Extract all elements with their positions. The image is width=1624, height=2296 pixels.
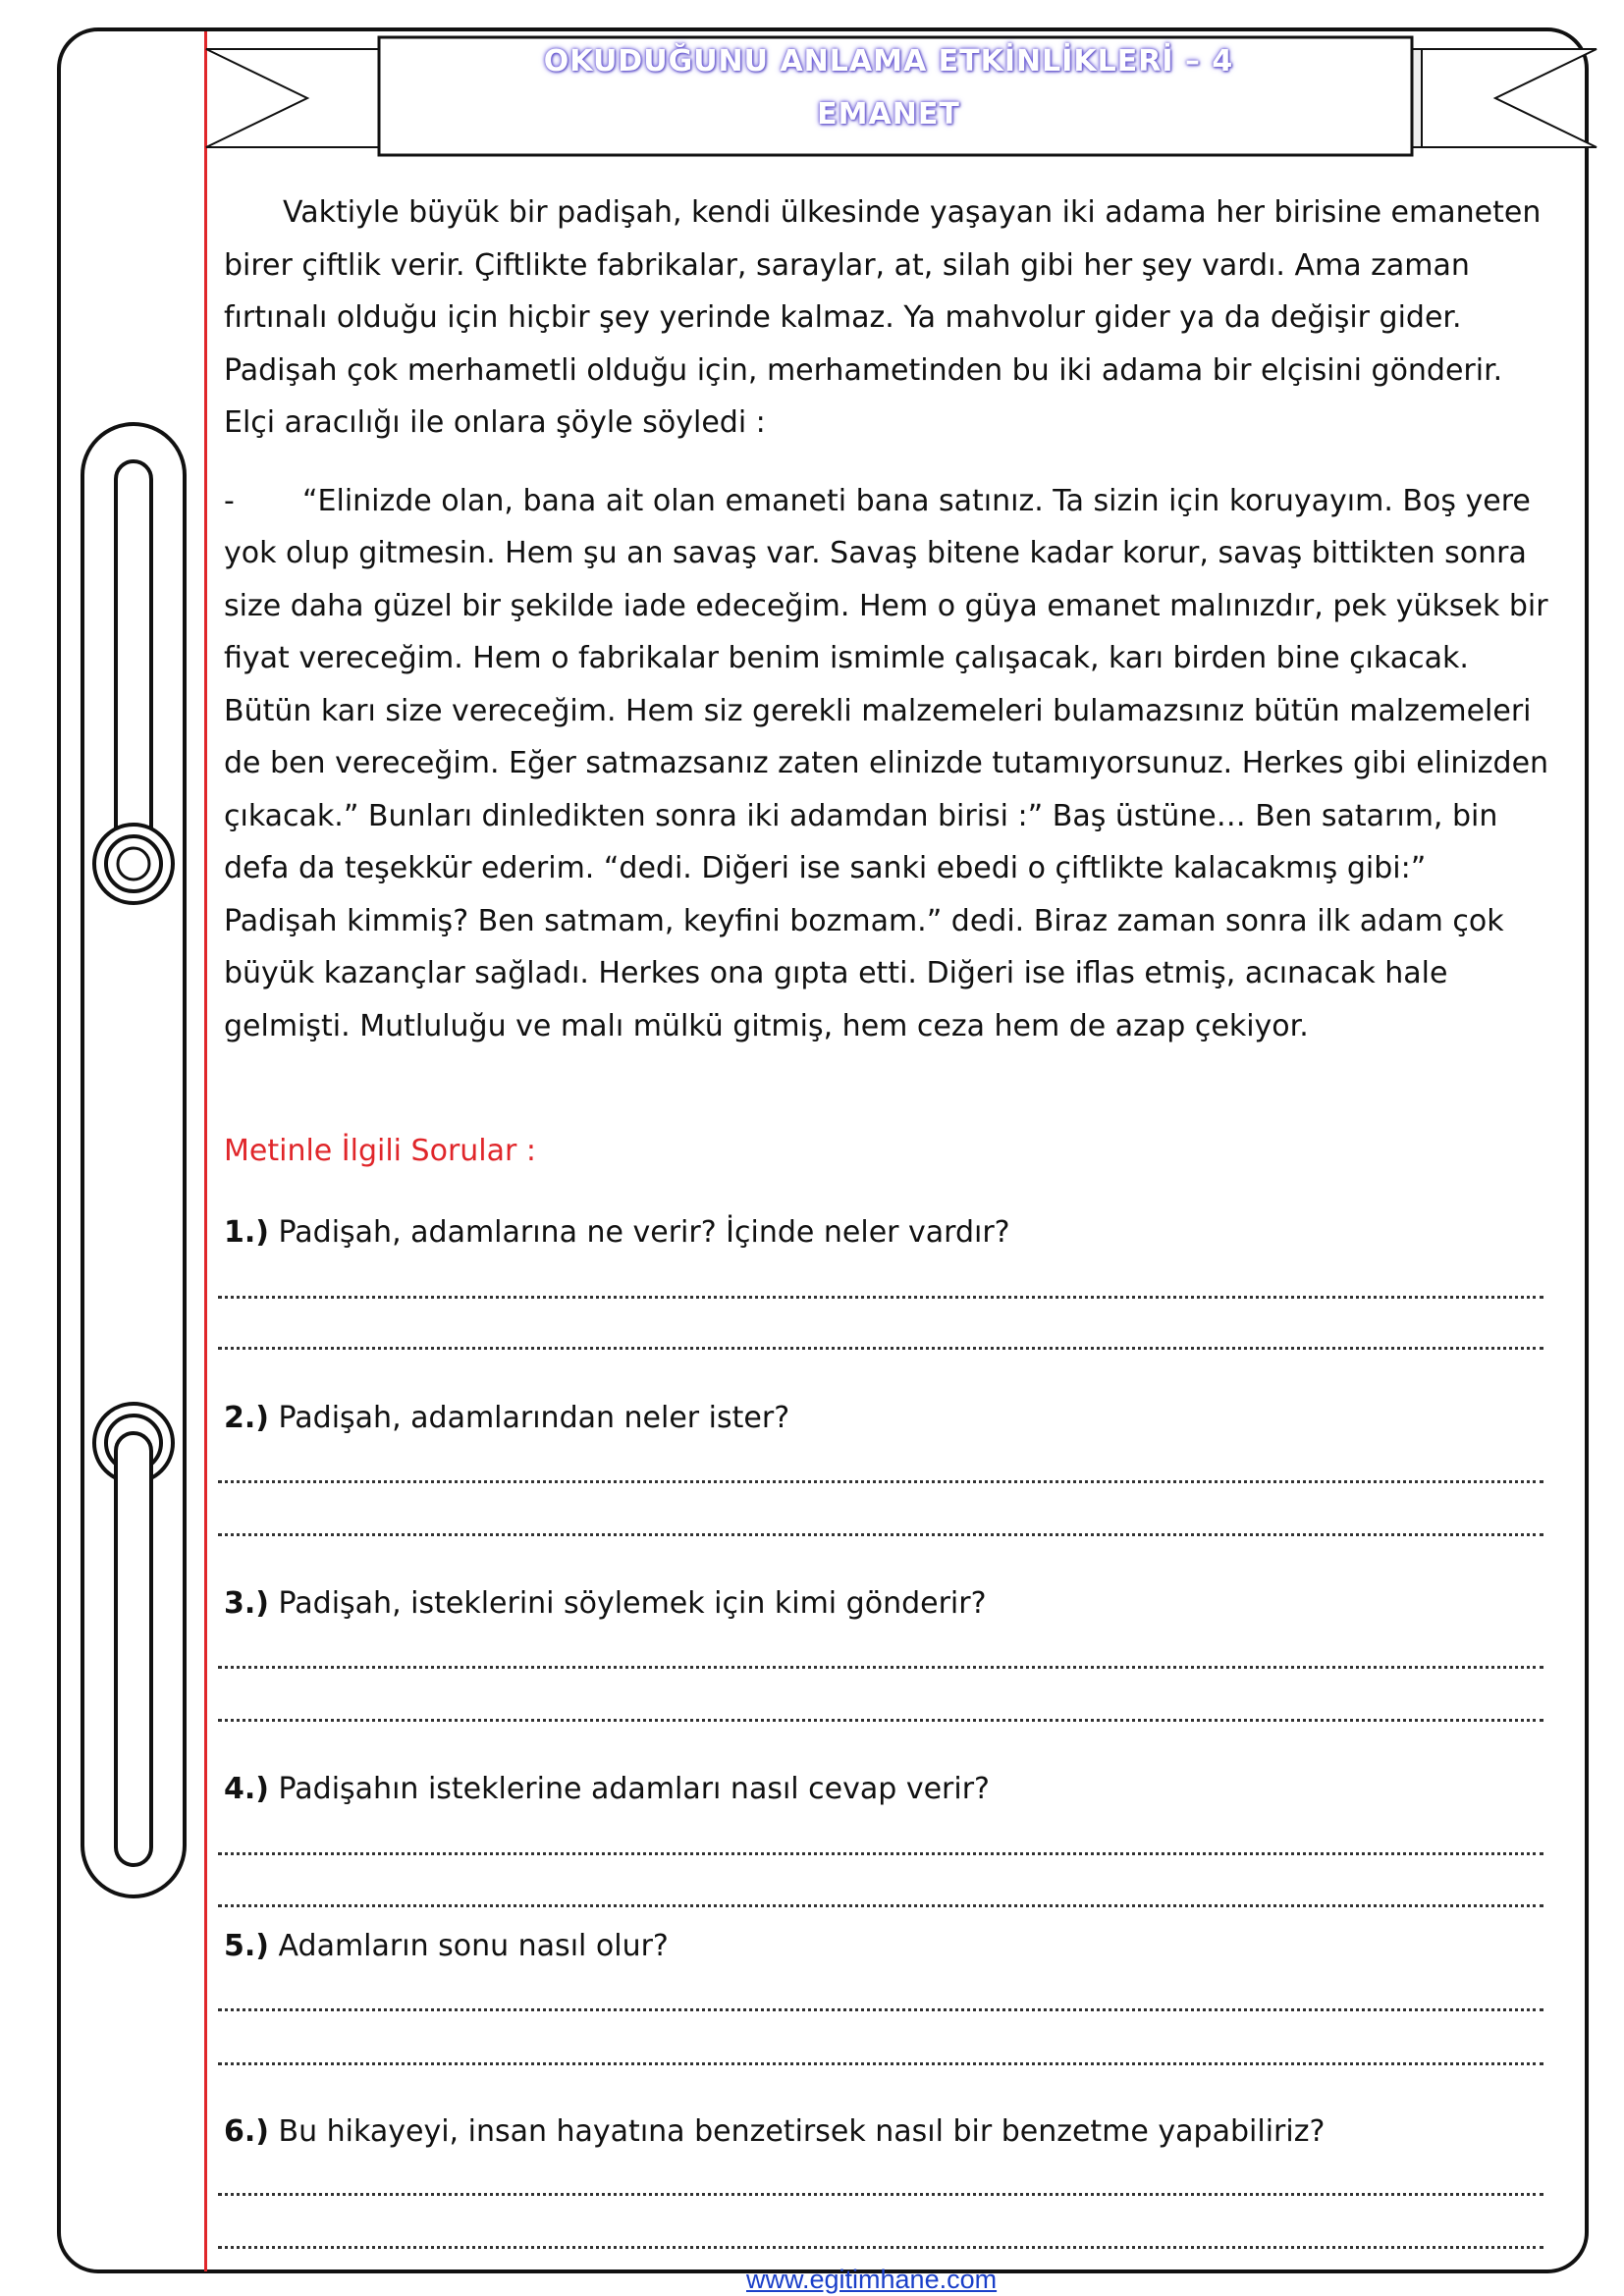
question-3: 3.) Padişah, isteklerini söylemek için kimi gönderir?	[224, 1586, 987, 1621]
answer-line[interactable]	[218, 2008, 1543, 2011]
page-subtitle: EMANET	[817, 97, 960, 132]
story-line: fırtınalı olduğu için hiçbir şey yerinde kalmaz. Ya mahvolur gider ya da değişir gider.	[224, 300, 1462, 335]
title-box	[378, 35, 1399, 151]
answer-line[interactable]	[218, 1904, 1543, 1907]
story-line: Bütün karı size vereceğim. Hem siz gerekli malzemeleri bulamazsınız bütün malzemeleri	[224, 693, 1532, 728]
question-1: 1.) Padişah, adamlarına ne verir? İçinde neler vardır?	[224, 1215, 1010, 1250]
banner-right-tail	[1422, 49, 1597, 147]
story-line: fiyat vereceğim. Hem o fabrikalar benim ismimle çalışacak, karı birden bine çıkacak.	[224, 641, 1469, 675]
page-title: OKUDUĞUNU ANLAMA ETKİNLİKLERİ – 4	[543, 44, 1234, 79]
margin-line	[204, 31, 207, 2271]
answer-line[interactable]	[218, 2062, 1543, 2065]
answer-line[interactable]	[218, 1480, 1543, 1483]
answer-line[interactable]	[218, 2246, 1543, 2249]
answer-line[interactable]	[218, 1296, 1543, 1299]
story-line: büyük kazançlar sağladı. Herkes ona gıpta etti. Diğeri ise iflas etmiş, acınacak hale	[224, 956, 1448, 990]
story-line: Padişah çok merhametli olduğu için, merhametinden bu iki adama bir elçisini gönderir.	[224, 352, 1503, 388]
story-paragraph-1	[224, 187, 1589, 450]
binder-slot-bottom	[116, 1433, 151, 1865]
story-line: çıkacak.” Bunları dinledikten sonra iki adamdan birisi :” Baş üstüne… Ben satarım, bin	[224, 798, 1498, 833]
questions-title: Metinle İlgili Sorular :	[224, 1134, 536, 1168]
banner-left-tail	[206, 49, 381, 147]
answer-line[interactable]	[218, 1666, 1543, 1669]
story-line: birer çiftlik verir. Çiftlikte fabrikalar, saraylar, at, silah gibi her şey vardı. Ama zaman	[224, 247, 1470, 283]
story-line: Padişah kimmiş? Ben satmam, keyfini bozmam.” dedi. Biraz zaman sonra ilk adam çok	[224, 903, 1504, 938]
story-line: defa da teşekkür ederim. “dedi. Diğeri ise sanki ebedi o çiftlikte kalacakmış gibi:”	[224, 851, 1427, 885]
story-line: size daha güzel bir şekilde iade edeceğim. Hem o güya emanet malınızdır, pek yüksek bir	[224, 588, 1548, 623]
story-line: yok olup gitmesin. Hem şu an savaş var. Savaş bitene kadar korur, savaş bittikten sonra	[224, 536, 1527, 570]
question-5: 5.) Adamların sonu nasıl olur?	[224, 1929, 669, 1963]
binder-clip	[79, 422, 196, 1914]
story-text	[224, 187, 1589, 1052]
answer-line[interactable]	[218, 1533, 1543, 1536]
question-2: 2.) Padişah, adamlarından neler ister?	[224, 1401, 790, 1435]
footer-link[interactable]: www.egitimhane.com	[746, 2265, 998, 2294]
answer-line[interactable]	[218, 2193, 1543, 2196]
question-4: 4.) Padişahın isteklerine adamları nasıl cevap verir?	[224, 1772, 990, 1806]
story-line: Elçi aracılığı ile onlara şöyle söyledi :	[224, 405, 766, 440]
answer-line[interactable]	[218, 1852, 1543, 1855]
story-line: Vaktiyle büyük bir padişah, kendi ülkesinde yaşayan iki adama her birisine emaneten	[283, 195, 1542, 230]
story-line: de ben vereceğim. Eğer satmazsanız zaten elinizde tutamıyorsunuz. Herkes gibi elinizden	[224, 746, 1549, 780]
story-line: gelmişti. Mutluluğu ve malı mülkü gitmiş, hem ceza hem de azap çekiyor.	[224, 1008, 1309, 1043]
answer-line[interactable]	[218, 1719, 1543, 1722]
story-paragraph-2	[224, 475, 1589, 1053]
answer-line[interactable]	[218, 1347, 1543, 1350]
story-line: - “Elinizde olan, bana ait olan emaneti bana satınız. Ta sizin için koruyayım. Boş yere	[224, 483, 1531, 518]
question-6: 6.) Bu hikayeyi, insan hayatına benzetirsek nasıl bir benzetme yapabiliriz?	[224, 2114, 1326, 2149]
